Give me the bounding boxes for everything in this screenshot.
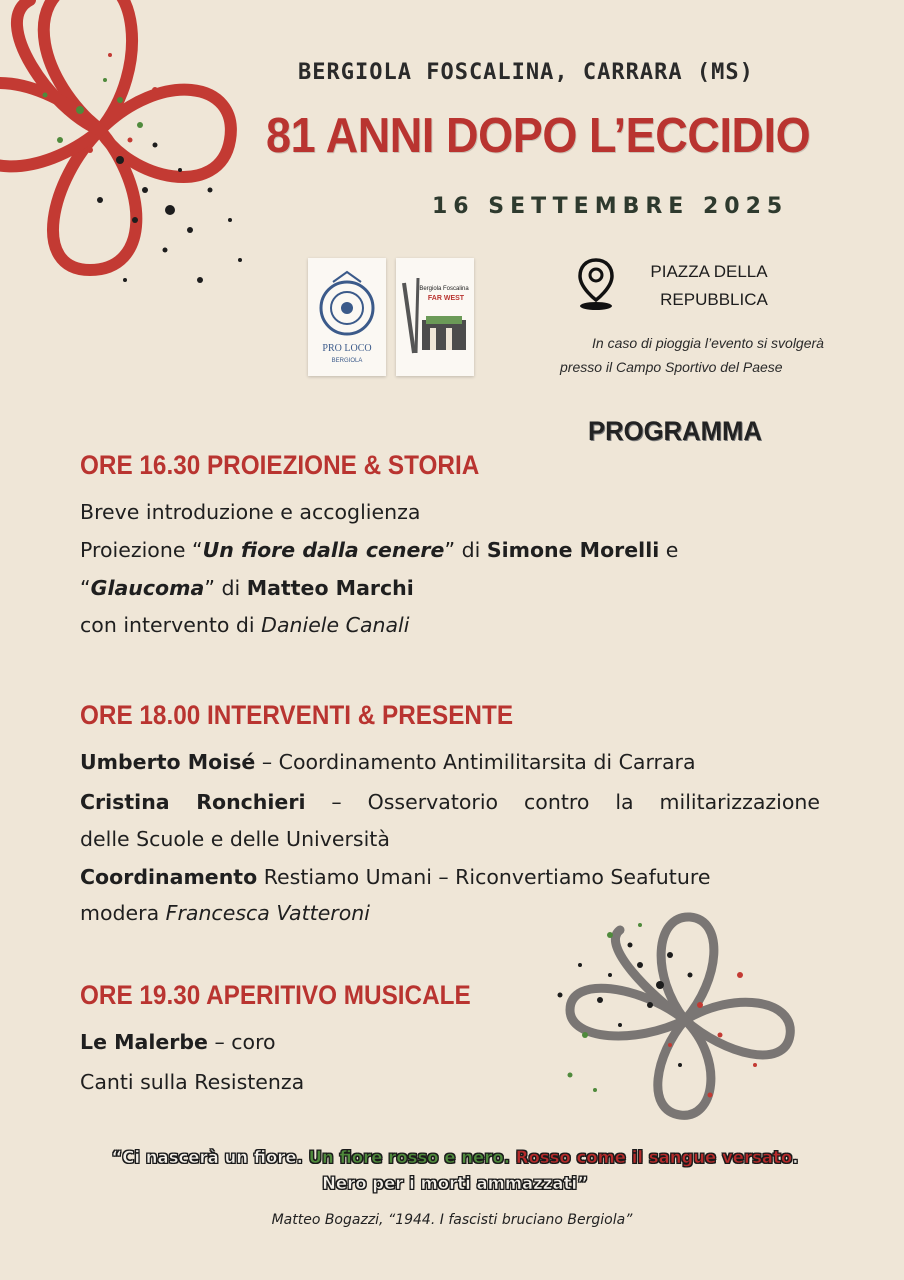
main-title: 81 ANNI DOPO L’ECCIDIO xyxy=(266,109,811,163)
s2-speaker-3: Coordinamento xyxy=(80,865,258,889)
s2-org-1: – Coordinamento Antimilitarsita di Carrara xyxy=(255,750,696,774)
s2-line-5 xyxy=(80,898,825,928)
event-location: BERGIOLA FOSCALINA, CARRARA (MS) xyxy=(298,60,754,85)
s1-speaker: Daniele Canali xyxy=(261,613,410,637)
s2-line-3 xyxy=(80,824,825,854)
location-pin-icon xyxy=(574,256,618,312)
s1-line-1 xyxy=(80,497,825,527)
s1-film-1: Un fiore dalla cenere xyxy=(202,538,445,562)
s3-line-2 xyxy=(80,1067,825,1097)
section-heading-1930: ORE 19.30 APERITIVO MUSICALE xyxy=(80,980,471,1010)
proloco-sub: BERGIOLA xyxy=(331,358,363,364)
event-date: 16 SETTEMBRE 2025 xyxy=(432,194,789,219)
closing-quote xyxy=(90,1145,820,1197)
s1-line-2 xyxy=(80,535,825,565)
proloco-text: PRO LOCO xyxy=(322,343,372,354)
programma-title: PROGRAMMA xyxy=(588,416,762,446)
quote-part-3: Rosso come il sangue versato xyxy=(515,1148,793,1167)
s2-mod-pre: modera xyxy=(80,901,166,925)
rain-line-2: presso il Campo Sportivo del Paese xyxy=(560,359,783,375)
section-heading-1800: ORE 18.00 INTERVENTI & PRESENTE xyxy=(80,700,514,730)
s2-speaker-2: Cristina Ronchieri xyxy=(80,790,306,814)
s1-l2-end: e xyxy=(659,538,679,562)
s3-choir: Le Malerbe xyxy=(80,1030,208,1054)
quote-part-4: . Nero per i morti ammazzati” xyxy=(322,1148,799,1193)
s3-songs: Canti sulla Resistenza xyxy=(80,1070,305,1094)
s1-l2-mid: ” di xyxy=(444,538,487,562)
s1-l3-mid: ” di xyxy=(204,576,247,600)
s2-moderator: Francesca Vatteroni xyxy=(165,901,370,925)
s1-film-2: Glaucoma xyxy=(90,576,205,600)
decorative-flower-bottom-right xyxy=(540,905,830,1145)
quote-author: Matteo Bogazzi, “1944. I fascisti bruciano Bergiola” xyxy=(271,1212,633,1228)
venue-name xyxy=(624,258,794,314)
s1-intro: Breve introduzione e accoglienza xyxy=(80,500,421,524)
s1-l3-pre: “ xyxy=(80,576,91,600)
s1-l2-pre: Proiezione “ xyxy=(80,538,203,562)
farwest-sub: FAR WEST xyxy=(427,295,465,302)
s1-line-3 xyxy=(80,573,825,603)
s2-org-3: Restiamo Umani – Riconvertiamo Seafuture xyxy=(257,865,711,889)
quote-part-2: Un fiore rosso e nero. xyxy=(308,1148,516,1167)
s1-line-4 xyxy=(80,610,825,640)
s1-author-2: Matteo Marchi xyxy=(246,576,414,600)
farwest-logo xyxy=(396,258,474,376)
s2-org-2-cont: delle Scuole e delle Università xyxy=(80,827,390,851)
venue-line-2: REPUBBLICA xyxy=(660,290,768,309)
s1-author-1: Simone Morelli xyxy=(486,538,660,562)
rain-line-1: In caso di pioggia l’evento si svolgerà xyxy=(592,335,824,351)
s2-line-4 xyxy=(80,862,825,892)
proloco-logo xyxy=(308,258,386,376)
s2-line-1 xyxy=(80,747,825,777)
farwest-text: Bergiola Foscalina xyxy=(419,286,469,292)
decorative-flower-top-left xyxy=(0,0,270,300)
s3-choir-desc: – coro xyxy=(207,1030,276,1054)
quote-part-1: “Ci nascerà un fiore. xyxy=(111,1148,309,1167)
s2-org-2: – Osservatorio contro la militarizzazione xyxy=(305,790,820,814)
rain-notice xyxy=(548,331,868,379)
section-heading-1630: ORE 16.30 PROIEZIONE & STORIA xyxy=(80,450,480,480)
s2-line-2 xyxy=(80,787,820,817)
s3-line-1 xyxy=(80,1027,825,1057)
s1-l4-pre: con intervento di xyxy=(80,613,262,637)
s2-speaker-1: Umberto Moisé xyxy=(80,750,256,774)
venue-line-1: PIAZZA DELLA xyxy=(650,262,768,281)
